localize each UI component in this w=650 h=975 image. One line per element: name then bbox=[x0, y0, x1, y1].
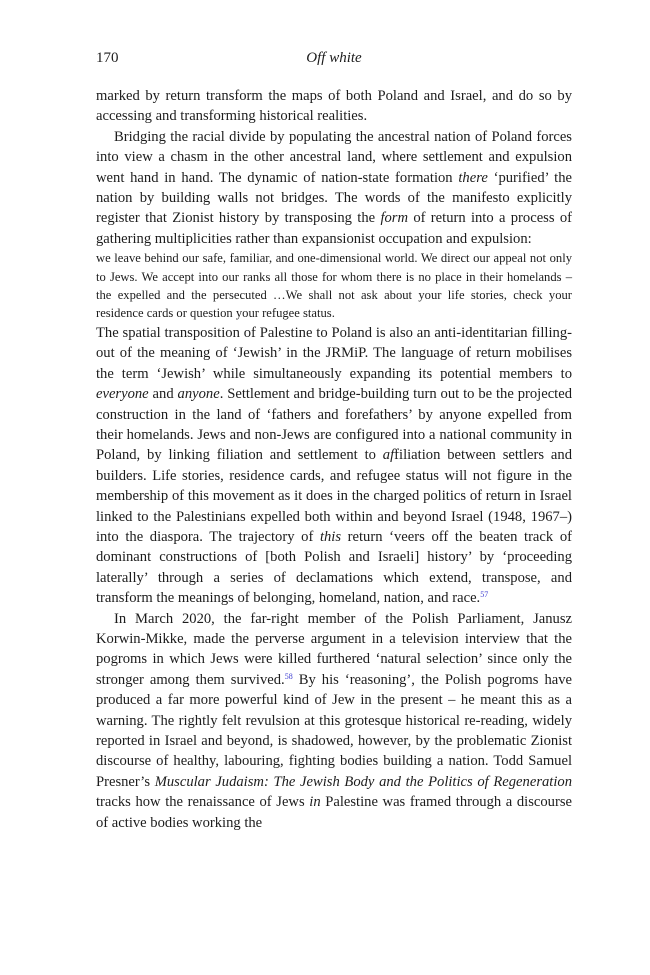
text-run: ‘purified’ the nation by building walls not bridges. The words of the manifesto explicitly register that Zionist history by transposing the bbox=[96, 169, 573, 227]
emphasis: this bbox=[319, 528, 342, 545]
footnote-ref[interactable]: 58 bbox=[284, 671, 293, 681]
text-run: Bridging the racial divide by populating the ancestral nation of Poland forces into view a chasm in the other ancestral land, where settlement and expulsion went hand in hand. The dynamic of nation-state formation bbox=[96, 128, 572, 186]
book-title: Muscular Judaism: The Jewish Body and the Politics of Regeneration bbox=[154, 773, 572, 790]
emphasis: form bbox=[380, 210, 409, 227]
text-run: and bbox=[148, 386, 178, 403]
emphasis: everyone bbox=[96, 386, 149, 403]
paragraph-continued: marked by return transform the maps of both Poland and Israel, and do so by accessing and transforming historical realities. bbox=[96, 88, 572, 125]
page-number: 170 bbox=[96, 50, 119, 66]
paragraph-spatial-transposition bbox=[96, 323, 572, 609]
running-head: Off white bbox=[306, 50, 362, 66]
block-quote: we leave behind our safe, familiar, and one-dimensional world. We direct our appeal not only to Jews. We accept into our ranks all those for whom there is no place in their homelands – the expelled and the persecuted …We shall not ask about your life stories, check your residence cards or question your refugee status. bbox=[96, 251, 572, 321]
text-run: The spatial transposition of Palestine to Poland is also an anti-identitarian filling-out of the meaning of ‘Jewish’ in the JRMiP. The language of return mobilises the term ‘Jewish’ while simultaneously expanding its potential members to bbox=[96, 324, 572, 382]
paragraph-bridging bbox=[96, 127, 572, 249]
text-run: In March 2020, the far-right member of the Polish Parliament, Janusz Korwin-Mikke, made the perverse argument in a television interview that the pogroms in which Jews were killed furthered ‘natural selection’ since only the stronger among them survived. bbox=[96, 610, 572, 688]
text-run: . Settlement and bridge-building turn out to be the projected construction in the land of ‘fathers and forefathers’ by anyone expelled from their homelands. Jews and non-Jews are configured into a national community in Poland, by linking filiation and settlement to bbox=[96, 386, 572, 464]
body-text bbox=[96, 86, 572, 833]
page-header bbox=[96, 50, 572, 70]
text-run: filiation between settlers and builders. Life stories, residence cards, and refugee status will not figure in the membership of this movement as it does in the charged politics of return in Israel linked to the Palestinians expelled both within and beyond Israel (1948, 1967–) into the diaspora. The trajectory of bbox=[96, 447, 572, 545]
emphasis: there bbox=[458, 169, 488, 186]
text-run: By his ‘reasoning’, the Polish pogroms have produced a far more powerful kind of Jew in the present – he meant this as a warning. The rightly felt revulsion at this grotesque historical re-reading, widely reported in Israel and beyond, is shadowed, however, by the problematic Zionist discourse of healthy, labouring, fighting bodies building a nation. Todd Samuel Presner’s bbox=[96, 671, 572, 790]
emphasis: anyone bbox=[177, 386, 220, 403]
footnote-ref[interactable]: 57 bbox=[480, 590, 489, 600]
emphasis: in bbox=[309, 794, 321, 811]
text-run: of return into a process of gathering multiplicities rather than expansionist occupation and expulsion: bbox=[96, 210, 572, 247]
text-run: return ‘veers off the beaten track of dominant constructions of [both Polish and Israeli] history’ by ‘proceeding laterally’ through a series of declamations which extend, transpose, and transform the meanings of belonging, homeland, nation, and race. bbox=[96, 528, 572, 607]
text-run: Palestine was framed through a discourse of active bodies working the bbox=[96, 794, 572, 831]
paragraph-march-2020 bbox=[96, 609, 572, 833]
emphasis: af bbox=[382, 447, 395, 464]
text-run: tracks how the renaissance of Jews bbox=[96, 794, 310, 811]
